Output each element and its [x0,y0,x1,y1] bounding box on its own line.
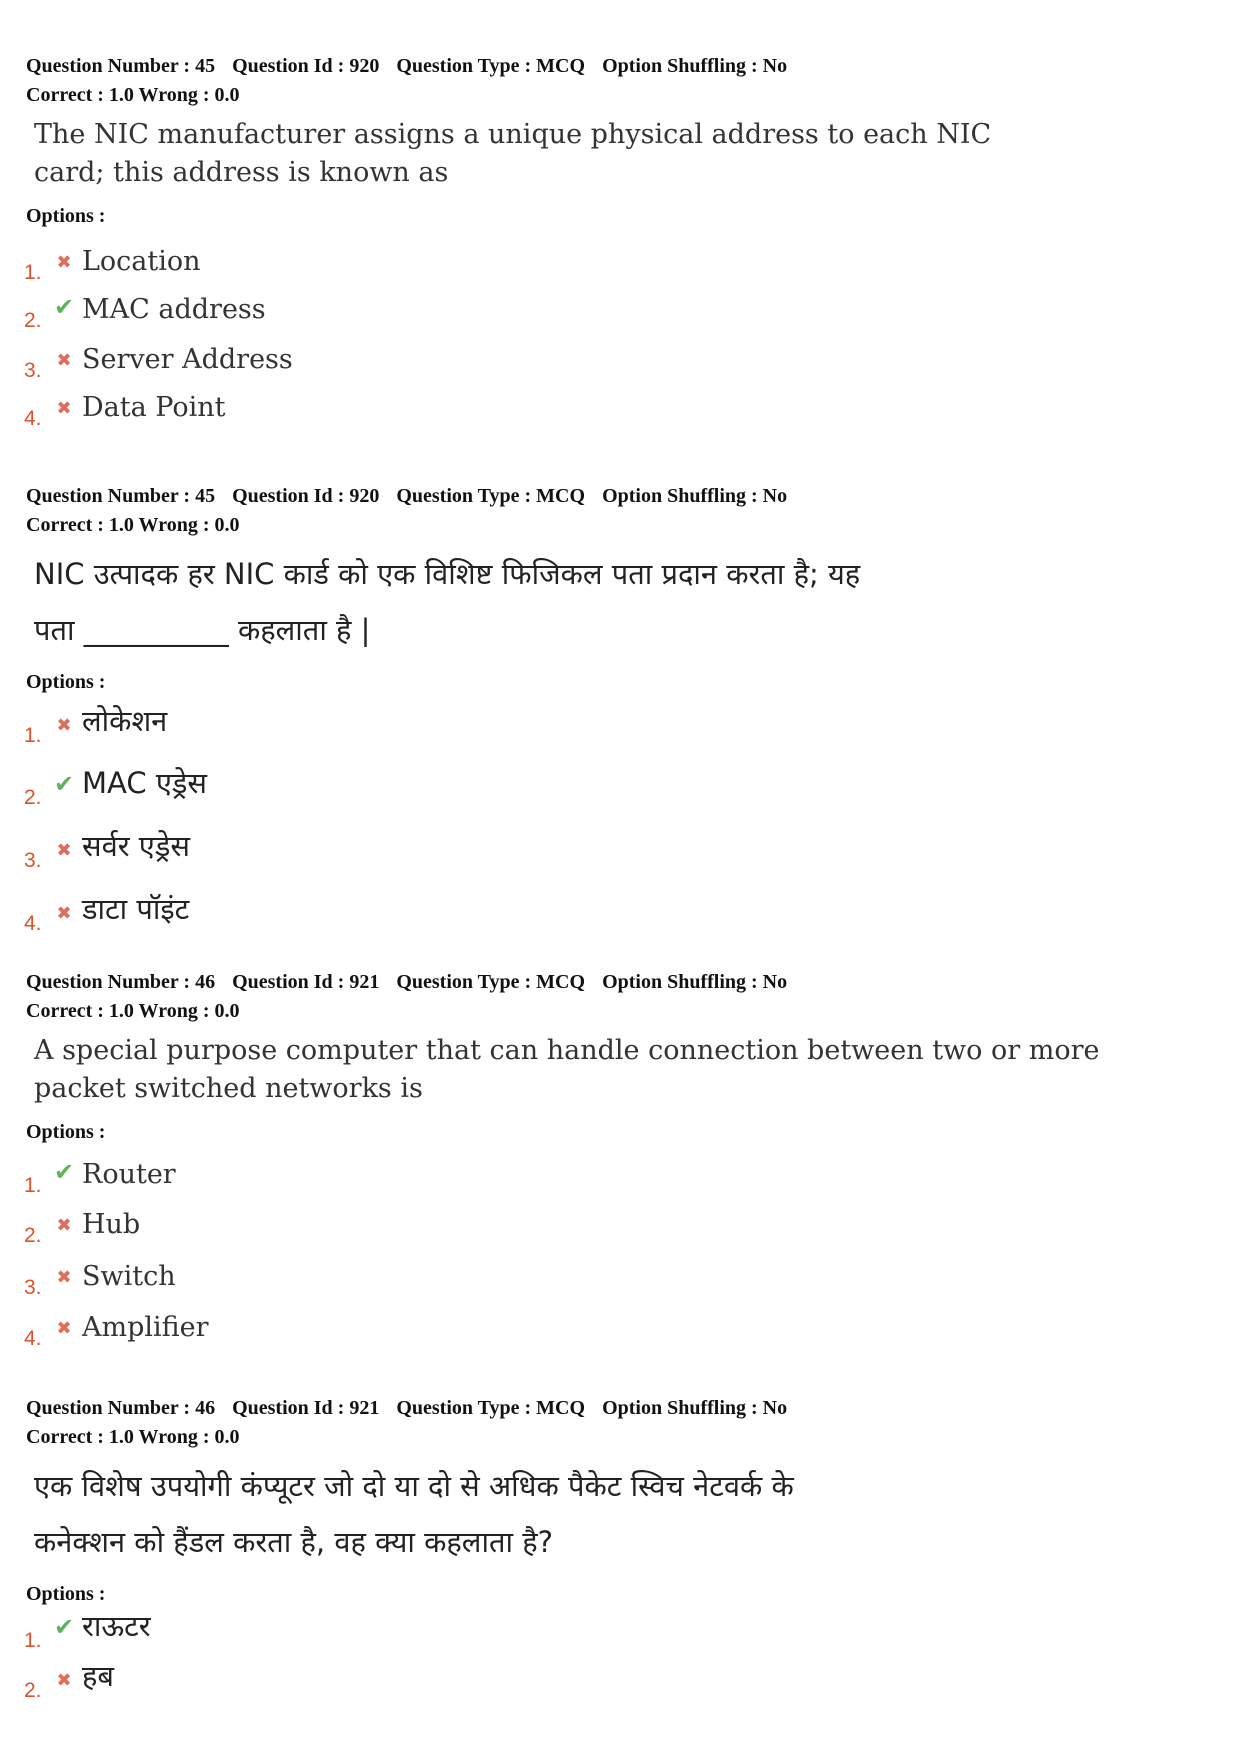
option-text: MAC एड्रेस [82,766,207,800]
option-item [24,237,201,284]
question-marks: Correct : 1.0 Wrong : 0.0 [26,84,240,106]
options-label: Options : [26,205,106,227]
option-item [24,1252,176,1299]
question-text-line: एक विशेष उपयोगी कंप्यूटर जो दो या दो से अधिक पैकेट स्विच नेटवर्क के [34,1469,794,1503]
option-number: 2. [24,786,42,809]
option-number: 4. [24,912,42,935]
option-item [24,335,293,382]
option-item [24,825,190,872]
options-label: Options : [26,671,106,693]
option-text: लोकेशन [82,704,168,738]
cross-icon: ✖ [56,1215,72,1236]
option-item [24,383,226,430]
question-text-line: NIC उत्पादक हर NIC कार्ड को एक विशिष्ट फिजिकल पता प्रदान करता है; यह [34,557,861,591]
cross-icon: ✖ [56,1670,72,1691]
option-text: Hub [82,1209,141,1240]
question-meta [26,52,1216,81]
option-number: 2. [24,1679,42,1702]
option-text: Server Address [82,344,293,375]
question-number: Question Number : 45 [26,485,216,507]
option-number: 3. [24,359,42,382]
option-item [24,1655,114,1702]
question-text-line: कनेक्शन को हैंडल करता है, वह क्या कहलाता है? [34,1525,554,1559]
option-number: 1. [24,1174,42,1197]
question-marks: Correct : 1.0 Wrong : 0.0 [26,514,240,536]
option-shuffling: Option Shuffling : No [602,1397,788,1419]
option-text: राऊटर [82,1609,151,1643]
check-icon: ✔ [53,293,75,321]
check-icon: ✔ [53,770,75,798]
option-number: 1. [24,724,42,747]
cross-icon: ✖ [56,903,72,924]
option-number: 2. [24,1224,42,1247]
option-item [24,1200,141,1247]
option-text: Switch [82,1261,176,1292]
question-block [26,482,1216,696]
cross-icon: ✖ [56,1318,72,1339]
check-icon: ✔ [53,1158,75,1186]
option-text: Data Point [82,392,226,423]
option-item [24,762,207,809]
question-id: Question Id : 920 [232,485,380,507]
options-label: Options : [26,1583,106,1605]
question-id: Question Id : 920 [232,55,380,77]
option-text: MAC address [82,294,266,325]
question-text: A special purpose computer that can handle connection between two or more packet switched networks is [34,1035,1100,1104]
option-item [24,1605,151,1652]
question-text [26,1458,1216,1570]
option-text: हब [82,1659,114,1693]
question-marks: Correct : 1.0 Wrong : 0.0 [26,1426,240,1448]
option-text: डाटा पॉइंट [82,892,190,926]
option-number: 4. [24,1327,42,1350]
option-number: 3. [24,849,42,872]
check-icon: ✔ [53,1613,75,1641]
option-text: Router [82,1159,176,1190]
question-block [26,968,1216,1146]
question-text [26,546,1216,658]
question-block [26,52,1216,230]
question-text: The NIC manufacturer assigns a unique physical address to each NIC card; this address is known as [34,119,992,188]
cross-icon: ✖ [56,350,72,371]
question-type: Question Type : MCQ [396,485,586,507]
option-shuffling: Option Shuffling : No [602,55,788,77]
question-meta [26,482,1216,511]
question-block [26,1394,1216,1608]
option-number: 4. [24,407,42,430]
cross-icon: ✖ [56,1267,72,1288]
question-number: Question Number : 46 [26,971,216,993]
question-id: Question Id : 921 [232,1397,380,1419]
option-item [24,700,168,747]
cross-icon: ✖ [56,840,72,861]
option-number: 2. [24,309,42,332]
question-meta [26,1394,1216,1423]
option-text: Location [82,246,201,277]
cross-icon: ✖ [56,398,72,419]
cross-icon: ✖ [56,715,72,736]
question-text-line: पता __________ कहलाता है | [34,613,371,647]
option-shuffling: Option Shuffling : No [602,485,788,507]
option-number: 1. [24,1629,42,1652]
option-item [24,285,266,332]
option-number: 3. [24,1276,42,1299]
options-label: Options : [26,1121,106,1143]
question-number: Question Number : 45 [26,55,216,77]
question-id: Question Id : 921 [232,971,380,993]
question-number: Question Number : 46 [26,1397,216,1419]
question-meta [26,968,1216,997]
option-shuffling: Option Shuffling : No [602,971,788,993]
cross-icon: ✖ [56,252,72,273]
question-type: Question Type : MCQ [396,55,586,77]
option-number: 1. [24,261,42,284]
question-type: Question Type : MCQ [396,971,586,993]
question-marks: Correct : 1.0 Wrong : 0.0 [26,1000,240,1022]
option-item [24,1150,176,1197]
question-type: Question Type : MCQ [396,1397,586,1419]
option-item [24,1303,209,1350]
option-text: सर्वर एड्रेस [82,829,190,863]
option-text: Amplifier [82,1312,209,1343]
option-item [24,888,190,935]
